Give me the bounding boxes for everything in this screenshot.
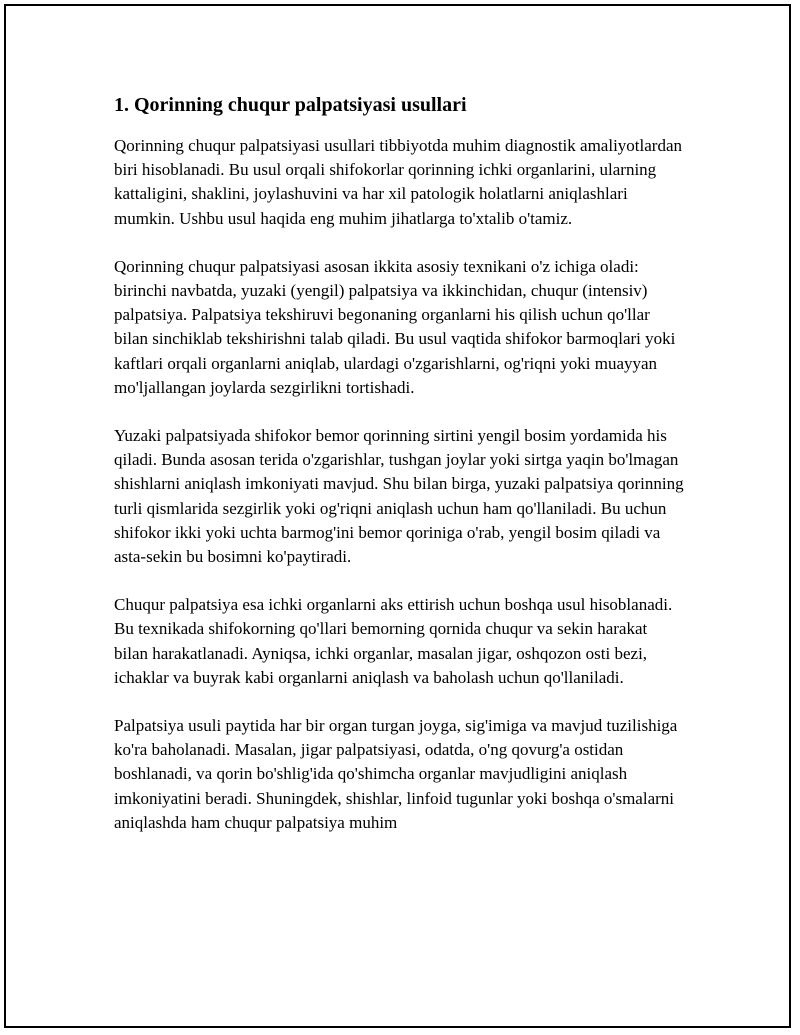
- section-heading: 1. Qorinning chuqur palpatsiyasi usullari: [114, 94, 467, 116]
- paragraph-3: Yuzaki palpatsiyada shifokor bemor qorinning sirtini yengil bosim yordamida his qiladi. Bunda asosan terida o'zgarishlar, tushgan joylar yoki sirtga yaqin bo'lmagan shishlarni aniqlash imkoniyati mavjud. Shu bilan birga, yuzaki palpatsiya qorinning turli qismlarida sezgirlik yoki og'riqni aniqlash uchun ham qo'llaniladi. Bu uchun shifokor ikki yoki uchta barmog'ini bemor qoriniga o'rab, yengil bosim qiladi va asta-sekin bu bosimni ko'paytiradi.: [114, 426, 684, 567]
- document-body: [114, 92, 684, 859]
- paragraph-5: Palpatsiya usuli paytida har bir organ turgan joyga, sig'imiga va mavjud tuzilishiga ko'ra baholanadi. Masalan, jigar palpatsiyasi, odatda, o'ng qovurg'a ostidan boshlanadi, va qorin bo'shlig'ida qo'shimcha organlar mavjudligini aniqlash imkoniyatini beradi. Shuningdek, shishlar, linfoid tugunlar yoki boshqa o'smalarni aniqlashda ham chuqur palpatsiya muhim: [114, 716, 678, 832]
- paragraph-2: Qorinning chuqur palpatsiyasi asosan ikkita asosiy texnikani o'z ichiga oladi: birinchi navbatda, yuzaki (yengil) palpatsiya va ikkinchidan, chuqur (intensiv) palpatsiya. Palpatsiya tekshiruvi begonaning organlarni his qilish uchun qo'llar bilan sinchiklab tekshirishni talab qiladi. Bu usul vaqtida shifokor barmoqlari yoki kaftlari orqali organlarni aniqlab, ulardagi o'zgarishlarni, og'riqni yoki muayyan mo'ljallangan joylarda sezgirlikni tortishadi.: [114, 256, 676, 397]
- paragraph-1: Qorinning chuqur palpatsiyasi usullari tibbiyotda muhim diagnostik amaliyotlardan biri hisoblanadi. Bu usul orqali shifokorlar qorinning ichki organlarini, ularning kattaligini, shaklini, joylashuvini va har xil patologik holatlarni aniqlashlari mumkin. Ushbu usul haqida eng muhim jihatlarga to'xtalib o'tamiz.: [114, 136, 682, 228]
- paragraph-4: Chuqur palpatsiya esa ichki organlarni aks ettirish uchun boshqa usul hisoblanadi. Bu texnikada shifokorning qo'llari bemorning qornida chuqur va sekin harakat bilan harakatlanadi. Ayniqsa, ichki organlar, masalan jigar, oshqozon osti bezi, ichaklar va buyrak kabi organlarni aniqlash va baholash uchun qo'llaniladi.: [114, 595, 673, 687]
